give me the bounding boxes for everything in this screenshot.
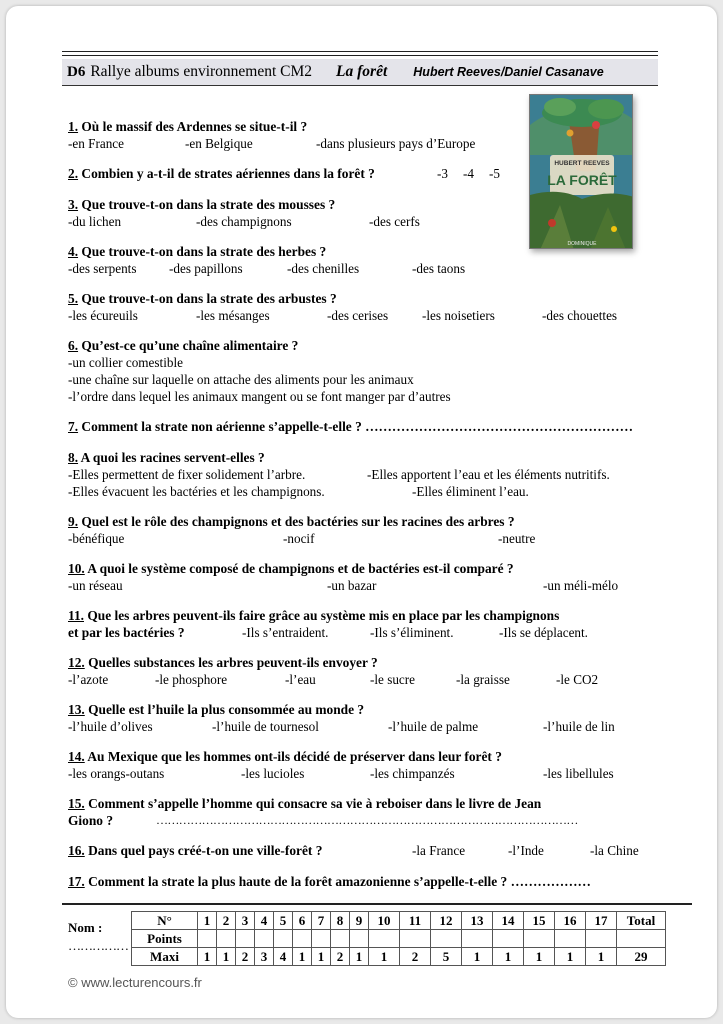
score-row-numbers [132, 912, 666, 930]
row-label: N° [132, 912, 198, 930]
answer-option: -le phosphore [155, 672, 228, 687]
points-cell[interactable] [555, 930, 586, 948]
question-number: 12. [68, 655, 85, 670]
points-cell[interactable] [274, 930, 293, 948]
cover-authors: HUBERT REEVES [554, 160, 610, 167]
points-cell[interactable] [400, 930, 431, 948]
question-number: 4. [68, 244, 79, 259]
cell: 5 [431, 948, 462, 966]
answer-option: -les chimpanzés [370, 766, 455, 781]
question-text: Que les arbres peuvent-ils faire grâce au système mis en place par les champignons [84, 608, 560, 623]
question-7 [68, 418, 633, 435]
cell: 1 [293, 948, 312, 966]
answer-option: -Elles permettent de fixer solidement l’arbre. [68, 467, 306, 482]
points-cell[interactable] [431, 930, 462, 948]
answer-option: -l’huile de tournesol [212, 719, 319, 734]
cell: 1 [555, 948, 586, 966]
question-5 [68, 290, 337, 307]
points-cell[interactable] [217, 930, 236, 948]
question-text: et par les bactéries ? [68, 625, 185, 640]
header-rule-top [62, 51, 658, 52]
cell: 17 [586, 912, 617, 930]
score-row-maxi [132, 948, 666, 966]
book-title: La forêt [336, 63, 388, 80]
answer-option: -les écureuils [68, 308, 138, 323]
points-cell[interactable] [293, 930, 312, 948]
question-12 [68, 654, 378, 671]
question-text: Giono ? [68, 813, 114, 828]
question-1 [68, 118, 307, 135]
answer-option: -du lichen [68, 214, 122, 229]
question-4 [68, 243, 326, 260]
worksheet-header [62, 59, 658, 86]
question-number: 7. [68, 419, 79, 434]
points-cell[interactable] [198, 930, 217, 948]
cover-title: LA FORÊT [547, 172, 617, 188]
question-text: Dans quel pays créé-t-on une ville-forêt ? [84, 843, 323, 858]
answer-option: -en France [68, 136, 125, 151]
cell: 1 [198, 912, 217, 930]
points-cell[interactable] [350, 930, 369, 948]
book-cover-image [529, 94, 633, 249]
answer-option: -l’ordre dans lequel les animaux mangent ou se font manger par d’autres [68, 389, 451, 404]
name-label: Nom : [68, 920, 103, 935]
question-number: 17. [68, 874, 85, 889]
points-cell[interactable] [493, 930, 524, 948]
score-row-points [132, 930, 666, 948]
question-10 [68, 560, 514, 577]
cell: 2 [400, 948, 431, 966]
answer-option: -l’eau [285, 672, 316, 687]
answer-option: -le CO2 [556, 672, 599, 687]
score-table [131, 911, 666, 966]
copyright-icon: © [68, 975, 78, 990]
rallye-name: Rallye albums environnement CM2 [90, 63, 313, 80]
cell: 14 [493, 912, 524, 930]
cell: 8 [331, 912, 350, 930]
answer-option: -3 [437, 166, 448, 181]
book-authors: Hubert Reeves/Daniel Casanave [413, 65, 604, 79]
answer-option: -Ils s’éliminent. [370, 625, 454, 640]
cell: 1 [369, 948, 400, 966]
question-text: Combien y a-t-il de strates aériennes dans la forêt ? [78, 166, 375, 181]
question-text: Comment s’appelle l’homme qui consacre sa vie à reboiser dans le livre de Jean [84, 796, 542, 811]
cell: 3 [255, 948, 274, 966]
cell: 1 [493, 948, 524, 966]
score-rule [62, 903, 692, 905]
answer-option: -un bazar [327, 578, 377, 593]
points-cell[interactable] [524, 930, 555, 948]
row-label: Points [132, 930, 198, 948]
question-6 [68, 337, 298, 354]
name-field-dots: …………… [68, 938, 128, 953]
answer-option: -l’huile de palme [388, 719, 479, 734]
answer-option: -Elles apportent l’eau et les éléments nutritifs. [367, 467, 610, 482]
question-11 [68, 607, 559, 624]
question-13 [68, 701, 364, 718]
cell: 1 [350, 948, 369, 966]
question-text: Quelle est l’huile la plus consommée au monde ? [84, 702, 365, 717]
answer-option: -une chaîne sur laquelle on attache des aliments pour les animaux [68, 372, 414, 387]
question-number: 10. [68, 561, 85, 576]
cell: 4 [255, 912, 274, 930]
answer-option: -un méli-mélo [543, 578, 619, 593]
question-text: Que trouve-t-on dans la strate des arbustes ? [78, 291, 337, 306]
answer-option: -des chenilles [287, 261, 360, 276]
points-cell[interactable] [255, 930, 274, 948]
cell: 10 [369, 912, 400, 930]
cell: 7 [312, 912, 331, 930]
cell: 5 [274, 912, 293, 930]
question-text: Comment la strate non aérienne s’appelle-t-elle ? …………………………………………………… [78, 419, 633, 434]
answer-option: -des taons [412, 261, 466, 276]
cell: 1 [217, 948, 236, 966]
answer-option: -Ils s’entraident. [242, 625, 329, 640]
worksheet-code: D6 [67, 63, 86, 80]
cell: 1 [586, 948, 617, 966]
question-number: 15. [68, 796, 85, 811]
cell: 15 [524, 912, 555, 930]
question-text: Où le massif des Ardennes se situe-t-il ? [78, 119, 308, 134]
answer-option: -le sucre [370, 672, 416, 687]
header-rule-top-2 [62, 55, 658, 56]
answer-option: -des cerises [327, 308, 389, 323]
answer-option: -des chouettes [542, 308, 618, 323]
answer-option: -bénéfique [68, 531, 125, 546]
answer-option: -nocif [283, 531, 315, 546]
answer-option: -des papillons [169, 261, 243, 276]
answer-option: -les orangs-outans [68, 766, 165, 781]
question-text: A quoi les racines servent-elles ? [78, 450, 265, 465]
points-cell[interactable] [312, 930, 331, 948]
footer-site-link[interactable]: www.lecturencours.fr [81, 975, 202, 990]
question-2 [68, 165, 375, 182]
answer-option: -l’Inde [508, 843, 544, 858]
cell: 11 [400, 912, 431, 930]
question-number: 5. [68, 291, 79, 306]
question-text: Quelles substances les arbres peuvent-ils envoyer ? [84, 655, 378, 670]
question-text: Au Mexique que les hommes ont-ils décidé de préserver dans leur forêt ? [84, 749, 502, 764]
question-number: 6. [68, 338, 79, 353]
answer-option: -Elles éliminent l’eau. [412, 484, 529, 499]
cell: 13 [462, 912, 493, 930]
answer-option: -des serpents [68, 261, 137, 276]
question-text: Que trouve-t-on dans la strate des mousses ? [78, 197, 336, 212]
question-number: 14. [68, 749, 85, 764]
footer [68, 975, 202, 990]
question-9 [68, 513, 515, 530]
points-cell[interactable] [331, 930, 350, 948]
answer-option: -les lucioles [241, 766, 305, 781]
cell: 3 [236, 912, 255, 930]
cell: 9 [350, 912, 369, 930]
question-15 [68, 795, 541, 812]
maxi-total-cell: 29 [617, 948, 666, 966]
answer-option: -en Belgique [185, 136, 253, 151]
answer-option: -l’huile de lin [543, 719, 615, 734]
cover-illustration [530, 95, 633, 249]
question-number: 2. [68, 166, 79, 181]
points-cell[interactable] [369, 930, 400, 948]
answer-option: -la Chine [590, 843, 639, 858]
points-cell[interactable] [462, 930, 493, 948]
cell: 6 [293, 912, 312, 930]
question-number: 16. [68, 843, 85, 858]
answer-option: -les mésanges [196, 308, 270, 323]
answer-option: -Ils se déplacent. [499, 625, 588, 640]
cell: 2 [236, 948, 255, 966]
points-cell[interactable] [586, 930, 617, 948]
question-number: 8. [68, 450, 79, 465]
total-header: Total [617, 912, 666, 930]
cell: 12 [431, 912, 462, 930]
answer-option: -un réseau [68, 578, 123, 593]
cell: 16 [555, 912, 586, 930]
question-3 [68, 196, 335, 213]
cover-publisher: DOMINIQUE [567, 241, 597, 247]
cell: 2 [217, 912, 236, 930]
points-total-cell[interactable] [617, 930, 666, 948]
cell: 1 [462, 948, 493, 966]
answer-option: -des cerfs [369, 214, 420, 229]
answer-option: -les libellules [543, 766, 614, 781]
points-cell[interactable] [236, 930, 255, 948]
question-number: 13. [68, 702, 85, 717]
answer-option: -la graisse [456, 672, 510, 687]
cell: 1 [312, 948, 331, 966]
question-number: 3. [68, 197, 79, 212]
question-number: 11. [68, 608, 84, 623]
question-17 [68, 873, 591, 890]
cell: 1 [524, 948, 555, 966]
answer-dots: ………………………………………………………………………………………………… [156, 813, 578, 827]
answer-option: -les noisetiers [422, 308, 495, 323]
answer-option: -dans plusieurs pays d’Europe [316, 136, 476, 151]
question-11-continued [68, 624, 185, 641]
answer-option: -5 [489, 166, 500, 181]
answer-option: -l’huile d’olives [68, 719, 153, 734]
cell: 1 [198, 948, 217, 966]
question-15-continued [68, 812, 113, 829]
question-text: Qu’est-ce qu’une chaîne alimentaire ? [78, 338, 299, 353]
question-number: 9. [68, 514, 79, 529]
question-8 [68, 449, 265, 466]
cell: 4 [274, 948, 293, 966]
question-text: Comment la strate la plus haute de la forêt amazonienne s’appelle-t-elle ? ……………… [84, 874, 591, 889]
answer-option: -un collier comestible [68, 355, 183, 370]
answer-option: -neutre [498, 531, 536, 546]
question-number: 1. [68, 119, 79, 134]
row-label: Maxi [132, 948, 198, 966]
cell: 2 [331, 948, 350, 966]
answer-option: -4 [463, 166, 474, 181]
answer-option: -la France [412, 843, 466, 858]
question-text: Que trouve-t-on dans la strate des herbes ? [78, 244, 327, 259]
answer-option: -l’azote [68, 672, 109, 687]
question-text: Quel est le rôle des champignons et des bactéries sur les racines des arbres ? [78, 514, 515, 529]
answer-option: -Elles évacuent les bactéries et les champignons. [68, 484, 325, 499]
question-16 [68, 842, 322, 859]
question-14 [68, 748, 502, 765]
question-text: A quoi le système composé de champignons et de bactéries est-il comparé ? [84, 561, 514, 576]
answer-option: -des champignons [196, 214, 292, 229]
